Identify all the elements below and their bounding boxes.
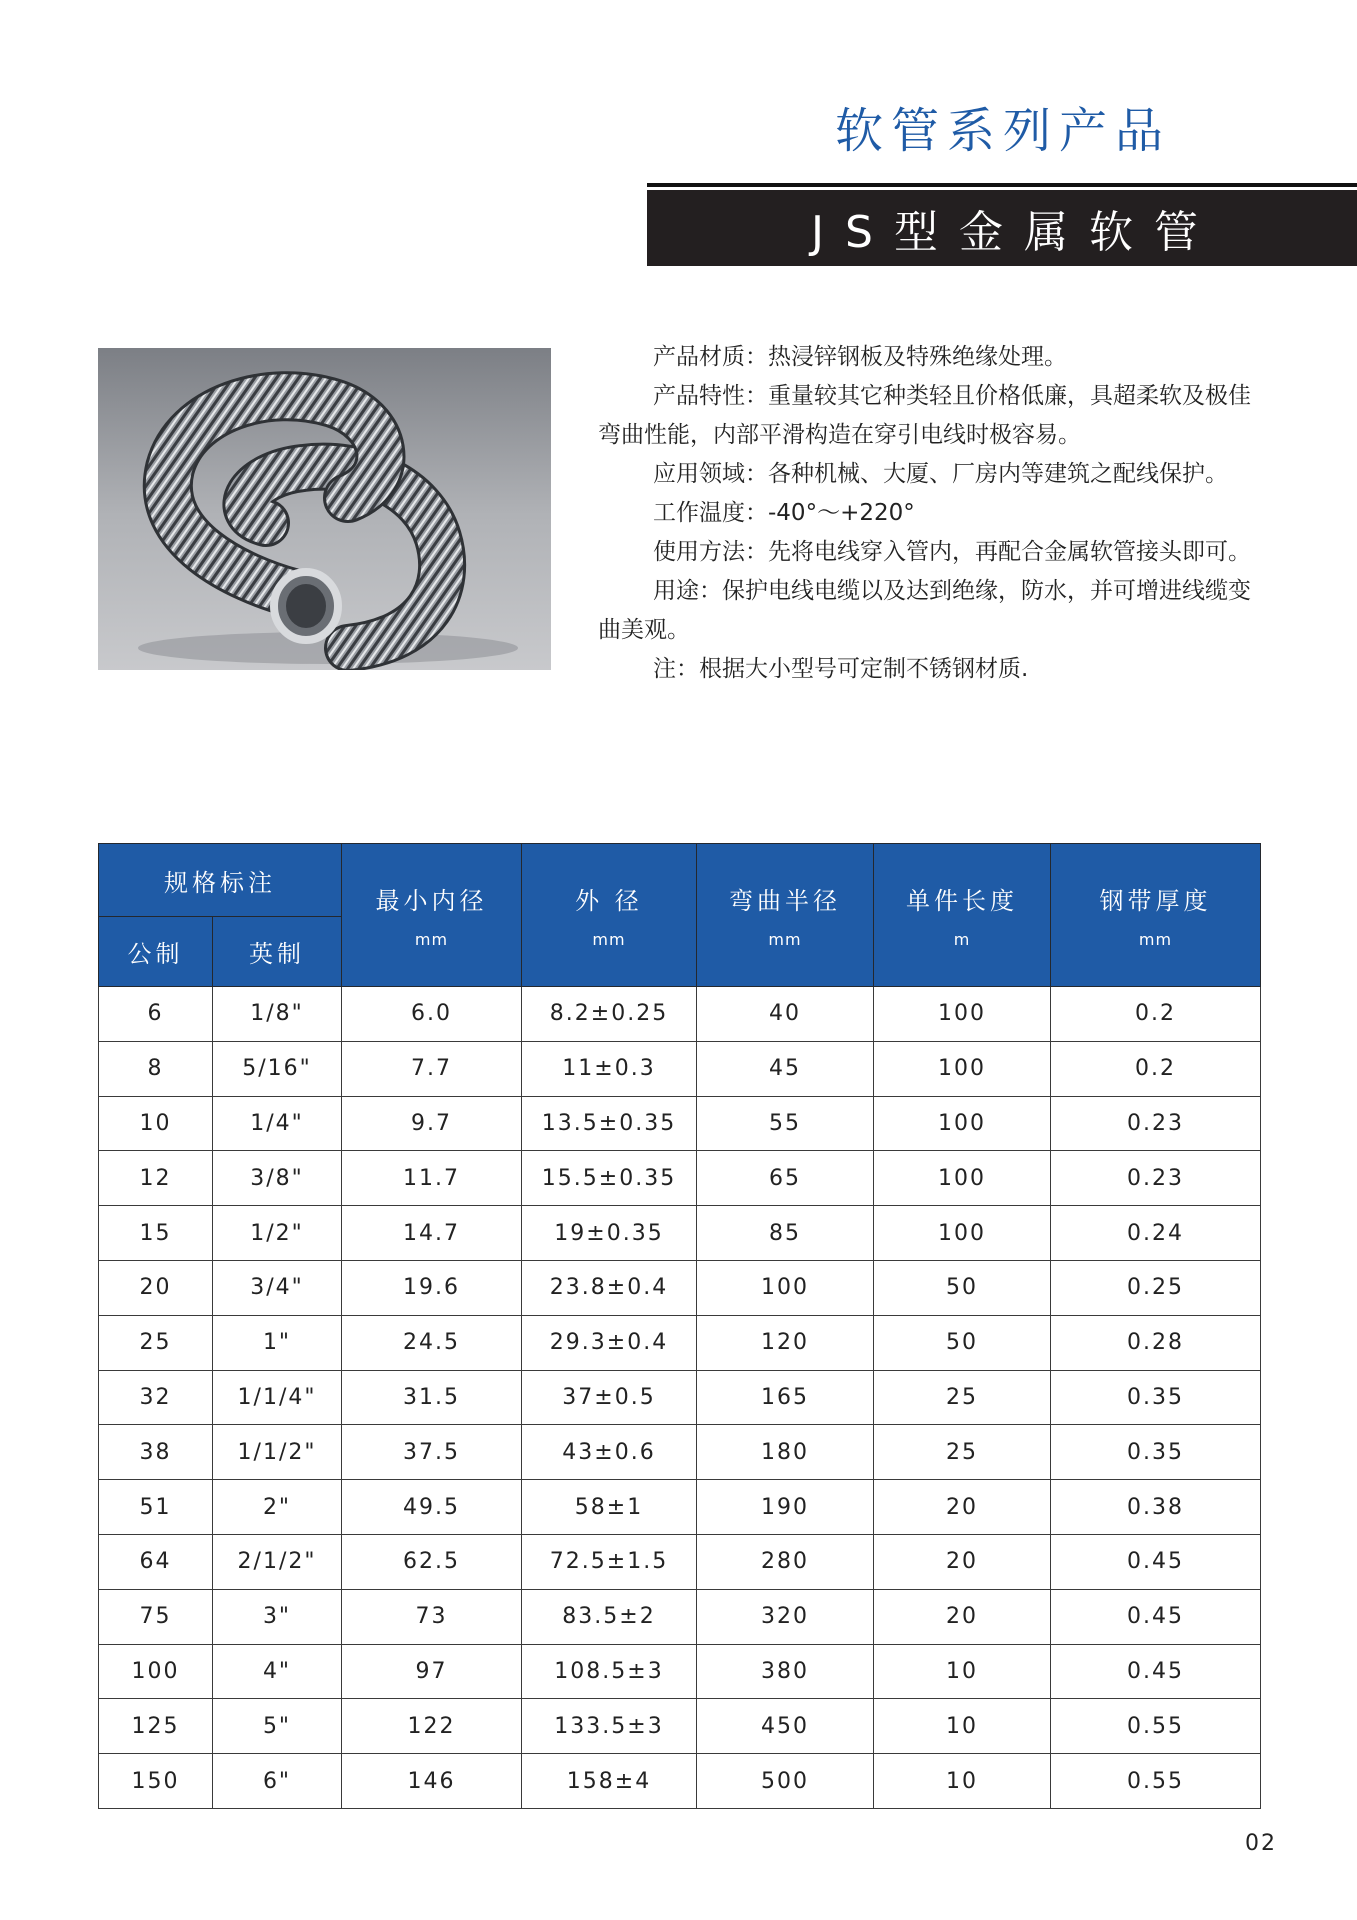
table-cell: 29.3±0.4 <box>522 1315 697 1370</box>
table-cell: 0.35 <box>1051 1425 1261 1480</box>
table-cell: 45 <box>697 1041 874 1096</box>
table-cell: 0.38 <box>1051 1480 1261 1535</box>
table-cell: 25 <box>874 1370 1051 1425</box>
table-cell: 100 <box>874 1041 1051 1096</box>
table-cell: 0.28 <box>1051 1315 1261 1370</box>
col-header-min-inner-diameter: 最小内径 mm <box>342 844 522 987</box>
table-cell: 75 <box>99 1589 213 1644</box>
temperature-text: 工作温度：-40°～+220° <box>653 500 915 526</box>
table-cell: 3" <box>213 1589 342 1644</box>
table-row <box>99 1151 1261 1206</box>
table-cell: 0.45 <box>1051 1534 1261 1589</box>
table-cell: 9.7 <box>342 1096 522 1151</box>
feature-text: 产品特性：重量较其它种类轻且价格低廉，具超柔软及极佳弯曲性能，内部平滑构造在穿引电线时极容易。 <box>598 383 1251 448</box>
table-cell: 3/4" <box>213 1260 342 1315</box>
table-cell: 0.24 <box>1051 1206 1261 1261</box>
table-cell: 64 <box>99 1534 213 1589</box>
table-cell: 50 <box>874 1260 1051 1315</box>
table-cell: 25 <box>99 1315 213 1370</box>
table-cell: 165 <box>697 1370 874 1425</box>
table-cell: 11.7 <box>342 1151 522 1206</box>
table-cell: 13.5±0.35 <box>522 1096 697 1151</box>
table-cell: 73 <box>342 1589 522 1644</box>
table-cell: 180 <box>697 1425 874 1480</box>
product-description <box>598 338 1258 689</box>
table-cell: 20 <box>874 1480 1051 1535</box>
table-cell: 2" <box>213 1480 342 1535</box>
table-cell: 0.2 <box>1051 1041 1261 1096</box>
table-cell: 10 <box>874 1644 1051 1699</box>
table-cell: 5/16" <box>213 1041 342 1096</box>
product-photo <box>98 348 551 670</box>
table-row <box>99 1206 1261 1261</box>
product-title-banner <box>647 190 1357 266</box>
table-cell: 20 <box>874 1534 1051 1589</box>
table-cell: 14.7 <box>342 1206 522 1261</box>
table-cell: 12 <box>99 1151 213 1206</box>
table-cell: 10 <box>874 1754 1051 1809</box>
table-cell: 3/8" <box>213 1151 342 1206</box>
table-cell: 65 <box>697 1151 874 1206</box>
table-cell: 0.25 <box>1051 1260 1261 1315</box>
table-row <box>99 1534 1261 1589</box>
table-cell: 58±1 <box>522 1480 697 1535</box>
table-cell: 0.2 <box>1051 987 1261 1042</box>
table-cell: 100 <box>874 1206 1051 1261</box>
table-cell: 50 <box>874 1315 1051 1370</box>
table-cell: 380 <box>697 1644 874 1699</box>
page-number: 02 <box>1245 1831 1277 1856</box>
application-text: 应用领域：各种机械、大厦、厂房内等建筑之配线保护。 <box>653 461 1228 487</box>
table-cell: 100 <box>874 1096 1051 1151</box>
table-cell: 83.5±2 <box>522 1589 697 1644</box>
table-cell: 32 <box>99 1370 213 1425</box>
table-cell: 20 <box>874 1589 1051 1644</box>
table-cell: 133.5±3 <box>522 1699 697 1754</box>
table-cell: 40 <box>697 987 874 1042</box>
spec-table <box>98 843 1261 1809</box>
table-cell: 11±0.3 <box>522 1041 697 1096</box>
table-cell: 43±0.6 <box>522 1425 697 1480</box>
table-cell: 158±4 <box>522 1754 697 1809</box>
table-cell: 122 <box>342 1699 522 1754</box>
table-cell: 1/8" <box>213 987 342 1042</box>
table-cell: 38 <box>99 1425 213 1480</box>
table-cell: 15.5±0.35 <box>522 1151 697 1206</box>
product-title: JS型金属软管 <box>811 207 1219 258</box>
table-cell: 2/1/2" <box>213 1534 342 1589</box>
usage-method-text: 使用方法：先将电线穿入管内，再配合金属软管接头即可。 <box>653 539 1251 565</box>
table-cell: 4" <box>213 1644 342 1699</box>
table-cell: 20 <box>99 1260 213 1315</box>
banner-rule <box>647 183 1357 187</box>
table-cell: 7.7 <box>342 1041 522 1096</box>
col-header-strip-thickness: 钢带厚度 mm <box>1051 844 1261 987</box>
table-cell: 97 <box>342 1644 522 1699</box>
table-cell: 6 <box>99 987 213 1042</box>
table-cell: 10 <box>99 1096 213 1151</box>
table-row <box>99 1480 1261 1535</box>
table-cell: 1/4" <box>213 1096 342 1151</box>
table-cell: 108.5±3 <box>522 1644 697 1699</box>
table-cell: 19±0.35 <box>522 1206 697 1261</box>
table-row <box>99 987 1261 1042</box>
table-cell: 6.0 <box>342 987 522 1042</box>
table-cell: 6" <box>213 1754 342 1809</box>
table-cell: 125 <box>99 1699 213 1754</box>
table-cell: 37±0.5 <box>522 1370 697 1425</box>
table-cell: 10 <box>874 1699 1051 1754</box>
table-row <box>99 1315 1261 1370</box>
table-cell: 1/1/2" <box>213 1425 342 1480</box>
table-cell: 31.5 <box>342 1370 522 1425</box>
table-cell: 51 <box>99 1480 213 1535</box>
table-cell: 100 <box>874 1151 1051 1206</box>
table-cell: 15 <box>99 1206 213 1261</box>
table-cell: 0.35 <box>1051 1370 1261 1425</box>
table-cell: 72.5±1.5 <box>522 1534 697 1589</box>
table-cell: 49.5 <box>342 1480 522 1535</box>
table-cell: 320 <box>697 1589 874 1644</box>
table-row <box>99 1370 1261 1425</box>
note-text: 注：根据大小型号可定制不锈钢材质. <box>653 656 1029 682</box>
table-cell: 190 <box>697 1480 874 1535</box>
table-row <box>99 1096 1261 1151</box>
col-header-bend-radius: 弯曲半径 mm <box>697 844 874 987</box>
col-header-outer-diameter: 外 径 mm <box>522 844 697 987</box>
table-cell: 8.2±0.25 <box>522 987 697 1042</box>
table-cell: 8 <box>99 1041 213 1096</box>
table-cell: 0.55 <box>1051 1699 1261 1754</box>
table-cell: 100 <box>697 1260 874 1315</box>
table-cell: 5" <box>213 1699 342 1754</box>
table-cell: 23.8±0.4 <box>522 1260 697 1315</box>
table-cell: 1" <box>213 1315 342 1370</box>
spec-group-header: 规格标注 <box>99 844 342 917</box>
table-cell: 37.5 <box>342 1425 522 1480</box>
table-cell: 0.45 <box>1051 1644 1261 1699</box>
table-cell: 150 <box>99 1754 213 1809</box>
table-cell: 1/1/4" <box>213 1370 342 1425</box>
material-text: 产品材质：热浸锌钢板及特殊绝缘处理。 <box>653 344 1067 370</box>
table-row <box>99 1041 1261 1096</box>
table-cell: 120 <box>697 1315 874 1370</box>
series-title: 软管系列产品 <box>834 103 1171 159</box>
table-row <box>99 1260 1261 1315</box>
table-cell: 0.55 <box>1051 1754 1261 1809</box>
table-row <box>99 1644 1261 1699</box>
table-cell: 100 <box>99 1644 213 1699</box>
table-cell: 0.45 <box>1051 1589 1261 1644</box>
table-cell: 19.6 <box>342 1260 522 1315</box>
table-cell: 500 <box>697 1754 874 1809</box>
col-header-unit-length: 单件长度 m <box>874 844 1051 987</box>
table-cell: 0.23 <box>1051 1151 1261 1206</box>
table-cell: 85 <box>697 1206 874 1261</box>
table-cell: 0.23 <box>1051 1096 1261 1151</box>
table-cell: 280 <box>697 1534 874 1589</box>
table-cell: 55 <box>697 1096 874 1151</box>
purpose-text: 用途：保护电线电缆以及达到绝缘，防水，并可增进线缆变曲美观。 <box>598 578 1251 643</box>
table-row <box>99 1589 1261 1644</box>
col-header-imperial: 英制 <box>213 917 342 987</box>
table-cell: 100 <box>874 987 1051 1042</box>
metal-hose-image <box>98 348 551 670</box>
table-cell: 24.5 <box>342 1315 522 1370</box>
table-row <box>99 1754 1261 1809</box>
table-row <box>99 1425 1261 1480</box>
table-cell: 146 <box>342 1754 522 1809</box>
table-cell: 1/2" <box>213 1206 342 1261</box>
table-row <box>99 1699 1261 1754</box>
col-header-metric: 公制 <box>99 917 213 987</box>
table-cell: 25 <box>874 1425 1051 1480</box>
table-cell: 450 <box>697 1699 874 1754</box>
table-cell: 62.5 <box>342 1534 522 1589</box>
